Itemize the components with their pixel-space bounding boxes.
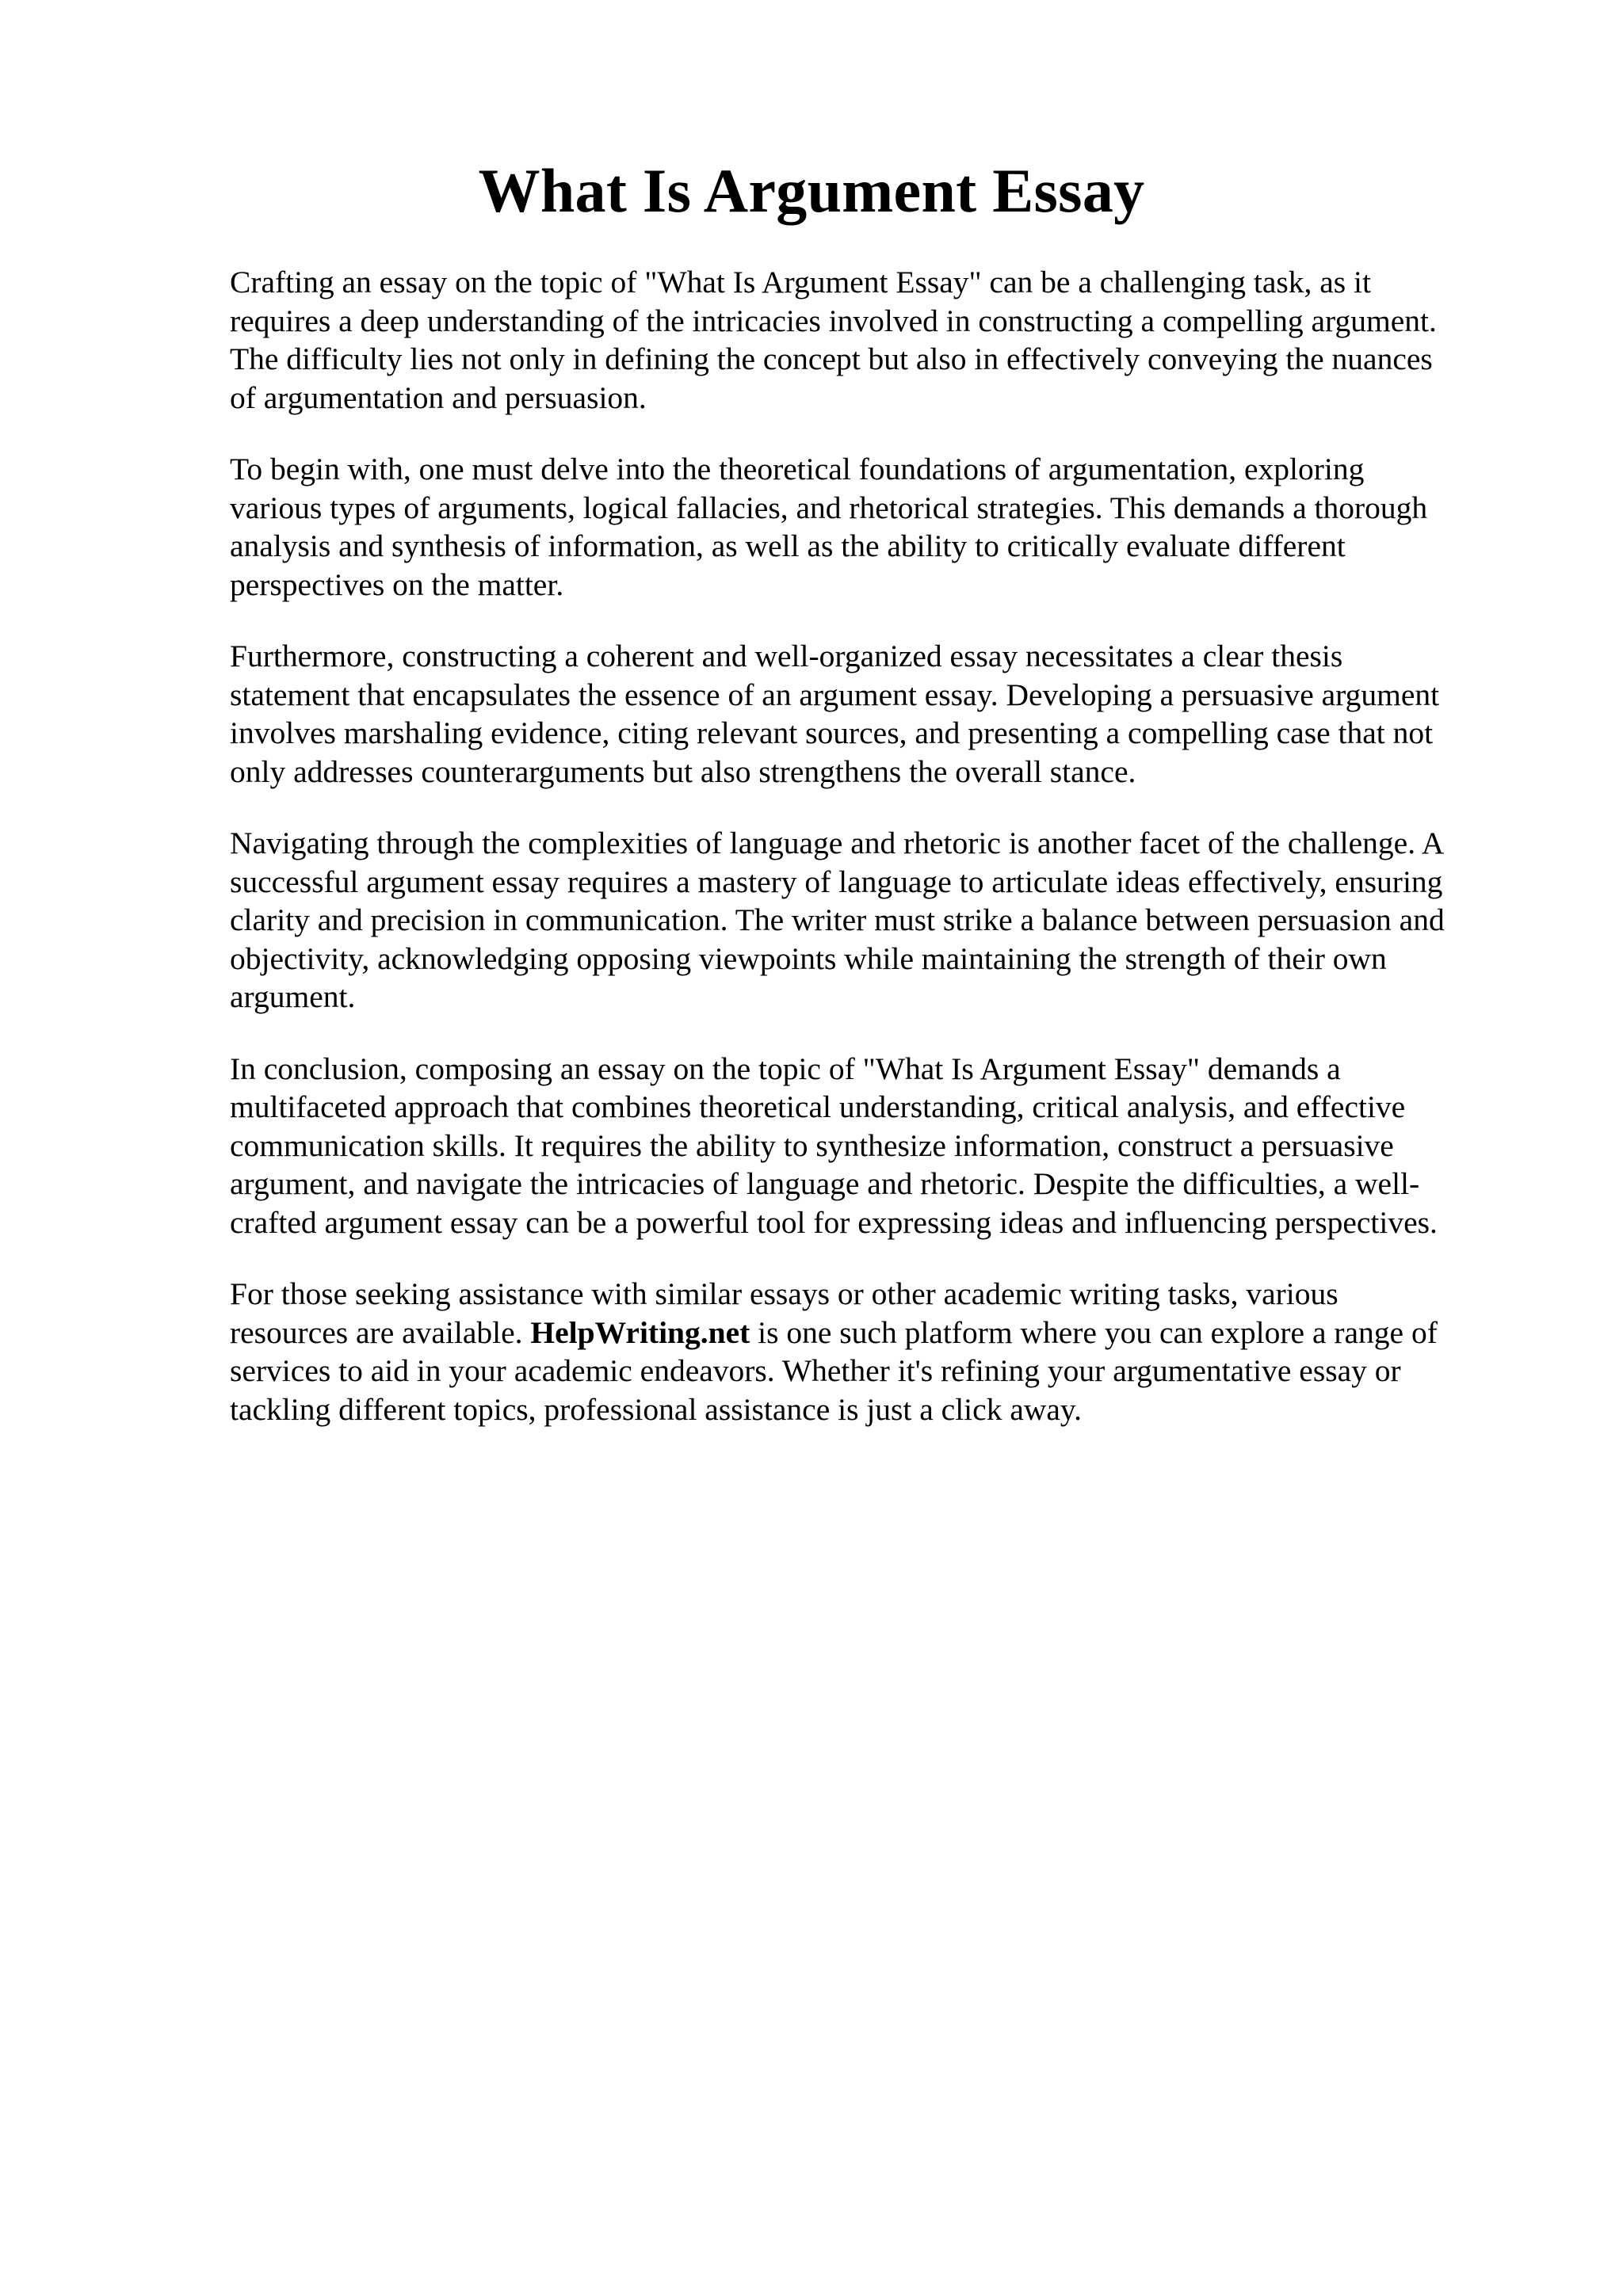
paragraph-language: [230, 824, 1514, 1016]
paragraph-line: clarity and precision in communication. The writer must strike a balance between persuasion and: [230, 902, 1445, 937]
page-title: What Is Argument Essay: [478, 156, 1145, 225]
paragraph-line: crafted argument essay can be a powerful tool for expressing ideas and influencing perspectives.: [230, 1204, 1438, 1240]
paragraph-line: requires a deep understanding of the intricacies involved in constructing a compelling argument.: [230, 303, 1437, 338]
paragraph-line: For those seeking assistance with similar essays or other academic writing tasks, various: [230, 1276, 1338, 1311]
paragraph-line: multifaceted approach that combines theoretical understanding, critical analysis, and effective: [230, 1089, 1406, 1124]
paragraph-foundations: [230, 450, 1514, 604]
paragraph-line: perspectives on the matter.: [230, 566, 564, 602]
document-body: [230, 263, 1514, 1462]
paragraph-assistance: [230, 1275, 1514, 1428]
paragraph-line: successful argument essay requires a mastery of language to articulate ideas effectively, ensuring: [230, 864, 1443, 899]
paragraph-line: services to aid in your academic endeavors. Whether it's refining your argumentative essay or: [230, 1353, 1401, 1388]
brand-link-helpwriting[interactable]: HelpWriting.net: [530, 1314, 750, 1350]
paragraph-conclusion: [230, 1050, 1514, 1242]
paragraph-line: Furthermore, constructing a coherent and well-organized essay necessitates a clear thesis: [230, 639, 1343, 673]
text-before-brand: resources are available.: [230, 1314, 531, 1350]
paragraph-line: various types of arguments, logical fallacies, and rhetorical strategies. This demands a thorough: [230, 490, 1428, 525]
paragraph-line: involves marshaling evidence, citing relevant sources, and presenting a compelling case that not: [230, 715, 1434, 750]
paragraph-line: analysis and synthesis of information, as well as the ability to critically evaluate different: [230, 528, 1346, 563]
paragraph-line: argument, and navigate the intricacies of language and rhetoric. Despite the difficulties, a well-: [230, 1166, 1420, 1201]
paragraph-line: argument.: [230, 979, 356, 1014]
paragraph-line: Navigating through the complexities of language and rhetoric is another facet of the challenge. A: [230, 826, 1445, 860]
paragraph-line-with-brand: [230, 1314, 1514, 1352]
paragraph-line: Crafting an essay on the topic of "What Is Argument Essay" can be a challenging task, as it: [230, 265, 1371, 299]
text-after-brand: is one such platform where you can explore a range of: [750, 1314, 1438, 1350]
paragraph-intro: [230, 263, 1514, 417]
paragraph-line: tackling different topics, professional assistance is just a click away.: [230, 1391, 1082, 1427]
paragraph-line: objectivity, acknowledging opposing viewpoints while maintaining the strength of their own: [230, 940, 1387, 976]
paragraph-line: The difficulty lies not only in defining the concept but also in effectively conveying the nuances: [230, 341, 1433, 376]
paragraph-structure: [230, 637, 1514, 791]
paragraph-line: communication skills. It requires the ability to synthesize information, construct a persuasive: [230, 1127, 1394, 1163]
paragraph-line: To begin with, one must delve into the theoretical foundations of argumentation, exploring: [230, 452, 1365, 486]
paragraph-line: statement that encapsulates the essence of an argument essay. Developing a persuasive argument: [230, 677, 1440, 712]
paragraph-line: of argumentation and persuasion.: [230, 379, 647, 415]
paragraph-line: only addresses counterarguments but also strengthens the overall stance.: [230, 753, 1136, 789]
paragraph-line: In conclusion, composing an essay on the topic of "What Is Argument Essay" demands a: [230, 1051, 1341, 1086]
